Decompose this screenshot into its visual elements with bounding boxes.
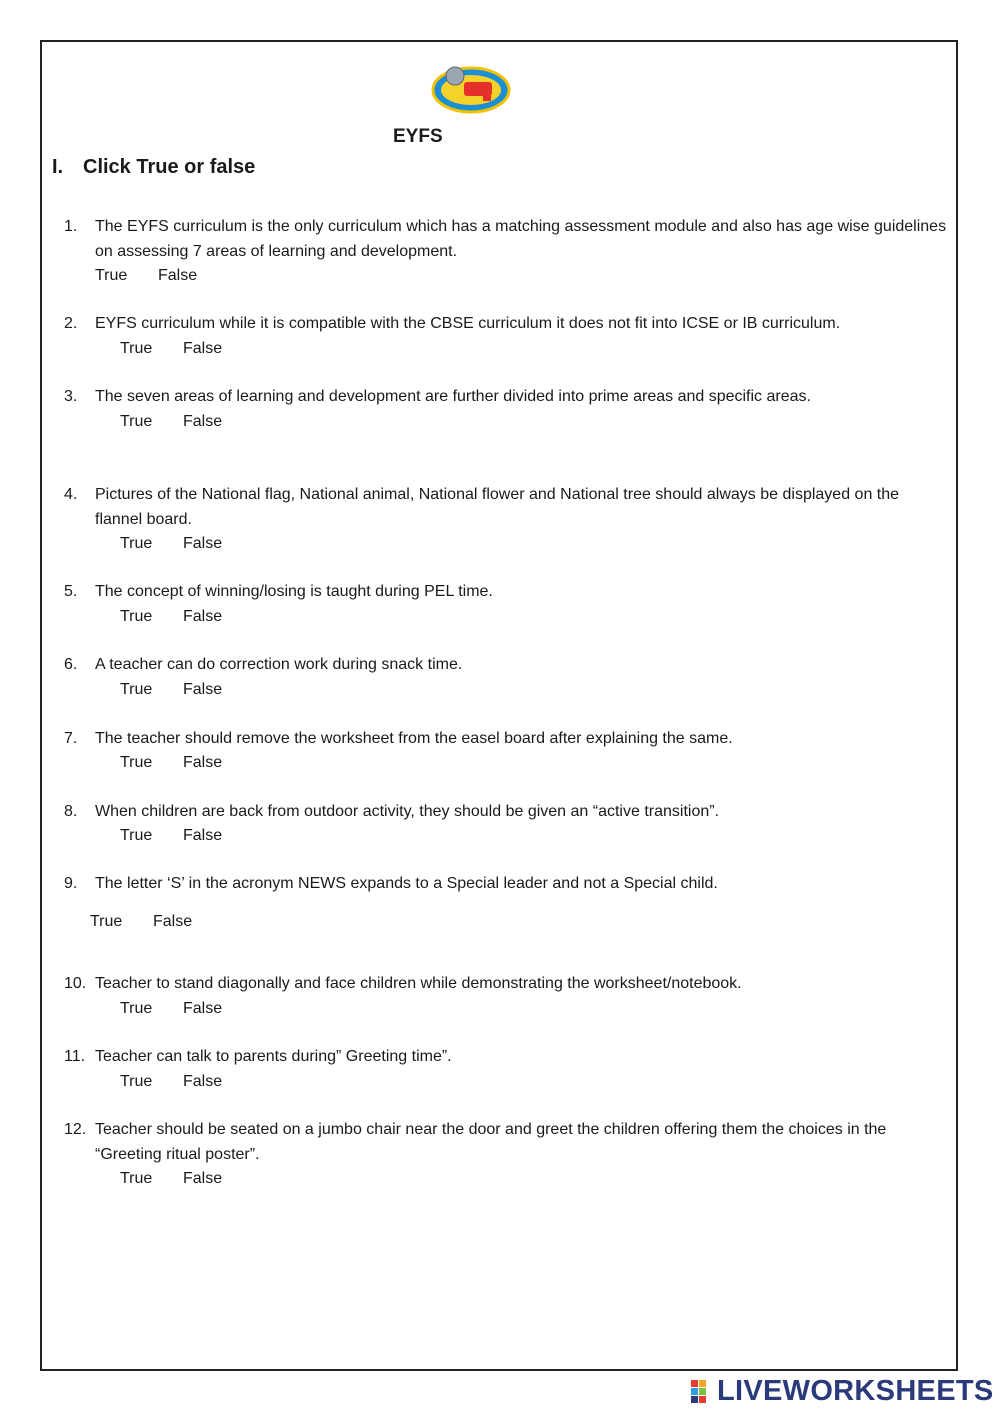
- true-option[interactable]: True: [120, 413, 153, 430]
- answer-options-5: [120, 605, 222, 630]
- question-text: When children are back from outdoor activity, they should be given an “active transition”.: [95, 803, 720, 820]
- question-number: 9.: [64, 875, 78, 892]
- question-text: The concept of winning/losing is taught during PEL time.: [95, 583, 493, 600]
- answer-options-9: [90, 910, 192, 935]
- question-7: [64, 727, 949, 752]
- false-option[interactable]: False: [183, 1170, 223, 1187]
- answer-options-4: [120, 532, 222, 557]
- true-option[interactable]: True: [120, 340, 153, 357]
- question-number: 4.: [64, 486, 78, 503]
- false-option[interactable]: False: [183, 413, 223, 430]
- true-option[interactable]: True: [120, 754, 153, 771]
- question-text: Teacher to stand diagonally and face children while demonstrating the worksheet/notebook.: [95, 975, 742, 992]
- question-text: The seven areas of learning and development are further divided into prime areas and specific areas.: [95, 388, 811, 405]
- true-option[interactable]: True: [120, 1170, 153, 1187]
- question-text: The EYFS curriculum is the only curriculum which has a matching assessment module and also has age wise guidelines on assessing 7 areas of learning and development.: [95, 218, 947, 260]
- true-option[interactable]: True: [120, 608, 153, 625]
- question-8: [64, 800, 949, 825]
- question-11: [64, 1045, 949, 1070]
- answer-options-6: [120, 678, 222, 703]
- question-text: Teacher can talk to parents during” Greeting time”.: [95, 1048, 452, 1065]
- false-option[interactable]: False: [183, 681, 223, 698]
- question-text: Pictures of the National flag, National animal, National flower and National tree should always be displayed on the flannel board.: [95, 486, 900, 528]
- liveworksheets-brand: [691, 1374, 994, 1408]
- answer-options-12: [120, 1167, 222, 1192]
- question-number: 1.: [64, 218, 78, 235]
- question-number: 7.: [64, 730, 78, 747]
- section-heading: [52, 156, 255, 179]
- question-10: [64, 972, 949, 997]
- answer-options-10: [120, 997, 222, 1022]
- false-option[interactable]: False: [183, 1000, 223, 1017]
- question-text: The letter ‘S’ in the acronym NEWS expands to a Special leader and not a Special child.: [95, 875, 718, 892]
- question-number: 12.: [64, 1121, 87, 1138]
- true-option[interactable]: True: [120, 681, 153, 698]
- false-option[interactable]: False: [183, 754, 223, 771]
- question-number: 6.: [64, 656, 78, 673]
- false-option[interactable]: False: [153, 913, 193, 930]
- answer-options-8: [120, 824, 222, 849]
- true-option[interactable]: True: [120, 535, 153, 552]
- question-number: 8.: [64, 803, 78, 820]
- true-option[interactable]: True: [120, 1073, 153, 1090]
- question-4: [64, 483, 949, 532]
- question-text: The teacher should remove the worksheet from the easel board after explaining the same.: [95, 730, 733, 747]
- question-5: [64, 580, 949, 605]
- false-option[interactable]: False: [183, 608, 223, 625]
- question-1: [64, 215, 949, 264]
- section-number: I.: [52, 156, 64, 178]
- answer-options-7: [120, 751, 222, 776]
- false-option[interactable]: False: [183, 535, 223, 552]
- question-6: [64, 653, 949, 678]
- question-text: Teacher should be seated on a jumbo chair near the door and greet the children offering them the choices in the “Greeting ritual poster”.: [95, 1121, 887, 1163]
- question-number: 11.: [64, 1048, 86, 1065]
- question-text: A teacher can do correction work during snack time.: [95, 656, 463, 673]
- question-number: 3.: [64, 388, 78, 405]
- true-option[interactable]: True: [95, 267, 128, 284]
- false-option[interactable]: False: [183, 827, 223, 844]
- school-logo: [431, 62, 513, 116]
- question-9: [64, 872, 949, 897]
- question-number: 2.: [64, 315, 78, 332]
- false-option[interactable]: False: [183, 340, 223, 357]
- section-title: Click True or false: [83, 156, 256, 178]
- question-number: 10.: [64, 975, 87, 992]
- question-12: [64, 1118, 949, 1167]
- question-2: [64, 312, 949, 337]
- answer-options-1: [95, 264, 197, 289]
- question-text: EYFS curriculum while it is compatible with the CBSE curriculum it does not fit into ICSE or IB curriculum.: [95, 315, 841, 332]
- question-number: 5.: [64, 583, 78, 600]
- answer-options-11: [120, 1070, 222, 1095]
- answer-options-2: [120, 337, 222, 362]
- question-3: [64, 385, 949, 410]
- answer-options-3: [120, 410, 222, 435]
- true-option[interactable]: True: [90, 913, 123, 930]
- true-option[interactable]: True: [120, 1000, 153, 1017]
- liveworksheets-logo-icon: [691, 1380, 715, 1404]
- false-option[interactable]: False: [183, 1073, 223, 1090]
- true-option[interactable]: True: [120, 827, 153, 844]
- brand-name: LIVEWORKSHEETS: [717, 1375, 994, 1407]
- false-option[interactable]: False: [158, 267, 198, 284]
